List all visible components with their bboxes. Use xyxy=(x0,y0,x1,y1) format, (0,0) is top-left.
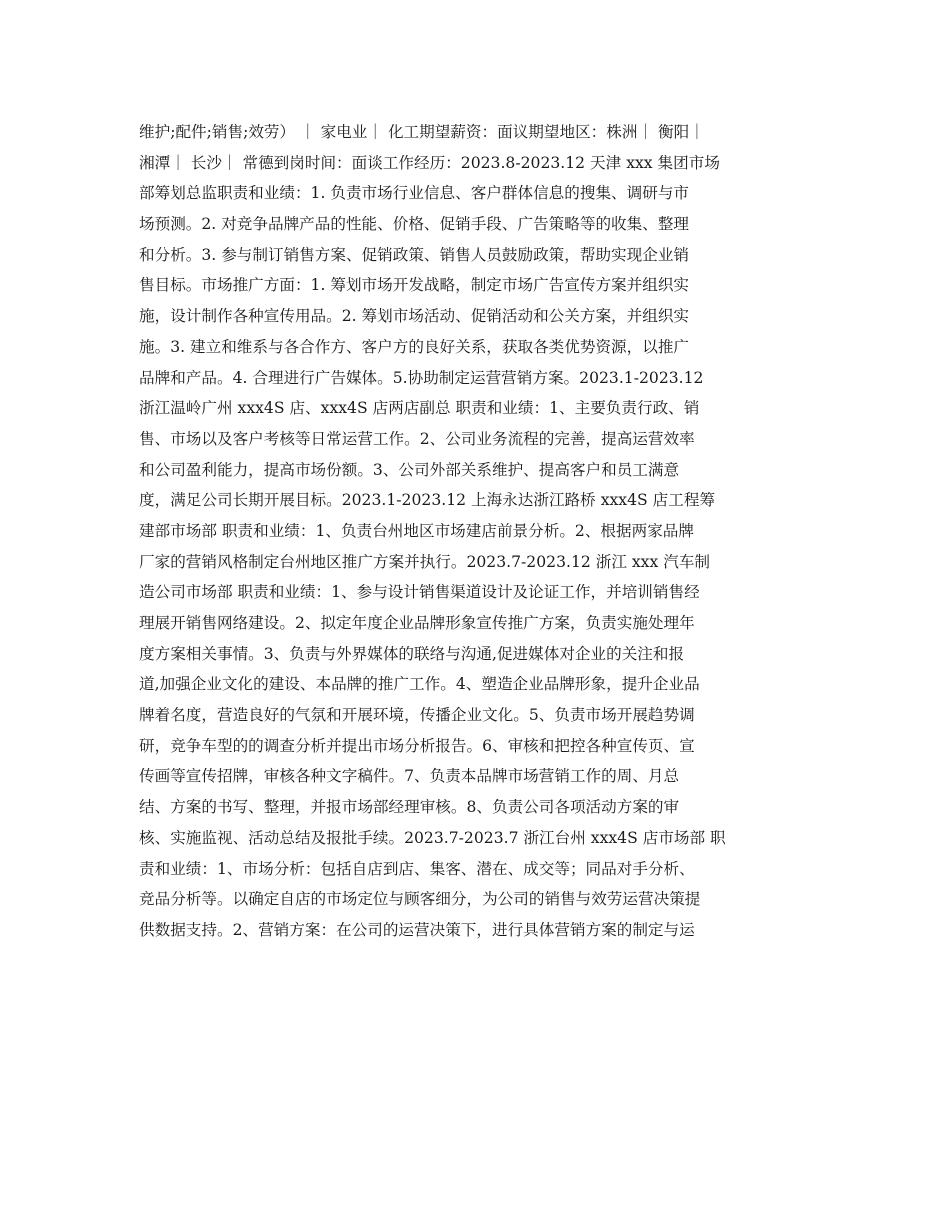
text-line xyxy=(139,884,819,915)
text-line-content: 和分析。3. 参与制订销售方案、促销政策、销售人员鼓励政策，帮助实现企业销 xyxy=(139,245,690,264)
text-line xyxy=(139,485,819,516)
text-line-content: 售、市场以及客户考核等日常运营工作。2、公司业务流程的完善，提高运营效率 xyxy=(139,429,695,448)
text-line-content: 浙江温岭广州 xxx4S 店、xxx4S 店两店副总 职责和业绩：1、主要负责行政、销 xyxy=(139,399,700,418)
text-line-content: 核、实施监视、活动总结及报批手续。2023.7-2023.7 浙江台州 xxx4S 店市场部 职 xyxy=(139,828,726,847)
text-line-content: 结、方案的书写、整理，并报市场部经理审核。8、负责公司各项活动方案的审 xyxy=(139,798,680,817)
text-line xyxy=(139,669,819,700)
text-line-content: 理展开销售网络建设。2、拟定年度企业品牌形象宣传推广方案，负责实施处理年 xyxy=(139,614,695,632)
text-line-content: 供数据支持。2、营销方案：在公司的运营决策下，进行具体营销方案的制定与运 xyxy=(139,920,695,939)
text-line-content: 建部市场部 职责和业绩：1、负责台州地区市场建店前景分析。2、根据两家品牌 xyxy=(139,521,694,540)
text-line xyxy=(139,363,819,394)
text-line xyxy=(139,577,819,608)
text-line xyxy=(139,823,819,854)
text-line xyxy=(139,639,819,670)
text-line-content: 品牌和产品。4. 合理进行广告媒体。5.协助制定运营营销方案。2023.1-2023.12 xyxy=(139,368,704,387)
text-line-content: 竞品分析等。以确定自店的市场定位与顾客细分，为公司的销售与效劳运营决策提 xyxy=(139,890,701,909)
text-line-content: 道,加强企业文化的建设、本品牌的推广工作。4、塑造企业品牌形象，提升企业品 xyxy=(139,675,700,694)
text-line xyxy=(139,792,819,823)
text-line xyxy=(139,209,819,240)
text-line xyxy=(139,240,819,271)
text-line xyxy=(139,915,819,946)
text-line-content: 湘潭｜ 长沙｜ 常德到岗时间：面谈工作经历：2023.8-2023.12 天津 xxx 集团市场 xyxy=(139,153,720,172)
text-line-content: 责和业绩：1、市场分析：包括自店到店、集客、潜在、成交等；同品对手分析、 xyxy=(139,859,695,878)
text-line-content: 度，满足公司长期开展目标。2023.1-2023.12 上海永达浙江路桥 xxx4S 店工程筹 xyxy=(139,491,716,510)
text-line xyxy=(139,761,819,792)
text-line xyxy=(139,332,819,363)
text-line-content: 研，竞争车型的的调查分析并提出市场分析报告。6、审核和把控各种宣传页、宣 xyxy=(139,736,695,755)
text-line-content: 施。3. 建立和维系与各合作方、客户方的良好关系，获取各类优势资源，以推广 xyxy=(139,337,690,356)
text-line-content: 场预测。2. 对竞争品牌产品的性能、价格、促销手段、广告策略等的收集、整理 xyxy=(139,215,690,234)
text-line xyxy=(139,424,819,455)
text-line-content: 施，设计制作各种宣传用品。2. 筹划市场活动、促销活动和公关方案，并组织实 xyxy=(139,307,690,326)
text-line-content: 厂家的营销风格制定台州地区推广方案并执行。2023.7-2023.12 浙江 xxx 汽车制 xyxy=(139,552,711,571)
text-line-content: 传画等宣传招牌，审核各种文字稿件。7、负责本品牌市场营销工作的周、月总 xyxy=(139,767,680,786)
text-line-content: 和公司盈利能力，提高市场份额。3、公司外部关系维护、提高客户和员工满意 xyxy=(139,460,680,479)
text-line xyxy=(139,178,819,209)
text-line xyxy=(139,608,819,639)
text-line xyxy=(139,148,819,179)
text-line xyxy=(139,301,819,332)
text-line xyxy=(139,547,819,578)
text-line xyxy=(139,455,819,486)
text-line xyxy=(139,854,819,885)
text-line-content: 售目标。市场推广方面：1. 筹划市场开发战略，制定市场广告宣传方案并组织实 xyxy=(139,276,690,295)
text-line-content: 造公司市场部 职责和业绩：1、参与设计销售渠道设计及论证工作，并培训销售经 xyxy=(139,583,700,602)
text-line-content: 部筹划总监职责和业绩：1. 负责市场行业信息、客户群体信息的搜集、调研与市 xyxy=(139,184,690,203)
text-line xyxy=(139,393,819,424)
text-line xyxy=(139,700,819,731)
body-text xyxy=(139,117,819,946)
text-line-content: 牌着名度，营造良好的气氛和开展环境，传播企业文化。5、负责市场开展趋势调 xyxy=(139,706,695,725)
text-line xyxy=(139,270,819,301)
text-line-content: 维护;配件;销售;效劳） ｜ 家电业｜ 化工期望薪资：面议期望地区：株洲｜ 衡阳｜ xyxy=(139,123,705,141)
text-line xyxy=(139,117,819,148)
text-line-content: 度方案相关事情。3、负责与外界媒体的联络与沟通,促进媒体对企业的关注和报 xyxy=(139,644,685,663)
text-line xyxy=(139,731,819,762)
text-line xyxy=(139,516,819,547)
